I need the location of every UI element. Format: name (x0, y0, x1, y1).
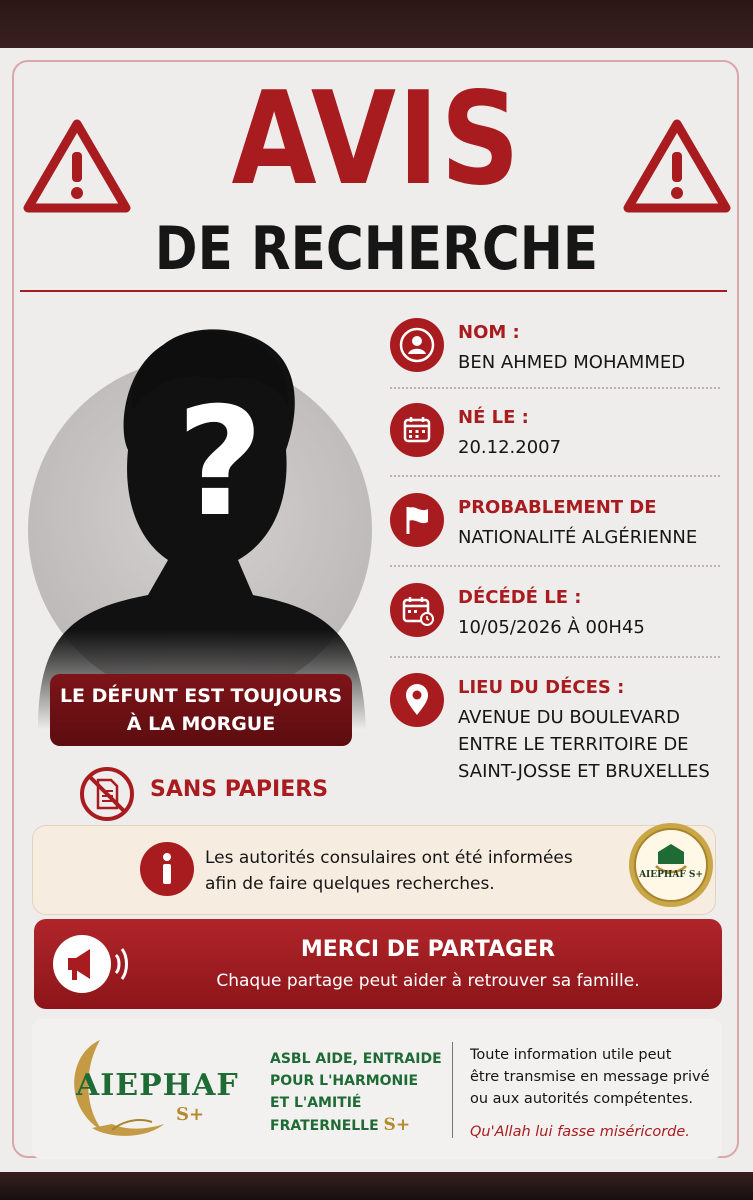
morgue-status-line2: À LA MORGUE (126, 713, 276, 735)
morgue-status-line1: LE DÉFUNT EST TOUJOURS (59, 685, 343, 707)
bottom-background-band (0, 1172, 753, 1200)
org-line: ASBL AIDE, ENTRAIDE (270, 1051, 442, 1067)
info-line: ou aux autorités compétentes. (470, 1091, 693, 1107)
detail-label: NOM : (458, 322, 520, 343)
question-mark-icon: ? (176, 376, 264, 550)
detail-row-nom (390, 318, 720, 378)
org-suffix: S+ (383, 1115, 411, 1135)
detail-divider (390, 475, 720, 477)
info-line: Toute information utile peut (470, 1047, 672, 1063)
share-title: MERCI DE PARTAGER (300, 937, 556, 962)
detail-label: PROBABLEMENT DE (458, 497, 657, 518)
detail-value: 10/05/2026 À 00H45 (458, 617, 645, 638)
title-divider (20, 290, 727, 292)
contact-info (470, 1044, 709, 1110)
info-icon (138, 840, 196, 898)
seal-badge-icon (626, 820, 716, 910)
person-icon (390, 318, 444, 372)
detail-label: NÉ LE : (458, 407, 529, 428)
detail-value-line: SAINT-JOSSE ET BRUXELLES (458, 761, 710, 782)
organisation-name (270, 1048, 442, 1137)
detail-row-naissance (390, 403, 720, 463)
share-subtitle: Chaque partage peut aider à retrouver sa famille. (216, 971, 640, 991)
detail-divider (390, 656, 720, 658)
detail-value: 20.12.2007 (458, 437, 562, 458)
title-de-recherche: DE RECHERCHE (154, 214, 599, 284)
share-banner (34, 919, 722, 1009)
detail-divider (390, 387, 720, 389)
prayer-text: Qu'Allah lui fasse miséricorde. (470, 1124, 690, 1140)
detail-value (458, 704, 710, 785)
detail-row-nationalite (390, 493, 720, 553)
notice-line: Les autorités consulaires ont été informées (205, 848, 573, 868)
notice-line: afin de faire quelques recherches. (205, 874, 495, 894)
logo-subtext: S+ (176, 1104, 205, 1125)
detail-divider (390, 565, 720, 567)
detail-row-deces (390, 583, 720, 643)
detail-label: LIEU DU DÉCES : (458, 677, 625, 698)
no-documents-icon (78, 765, 136, 823)
org-line (270, 1114, 442, 1137)
detail-value-line: ENTRE LE TERRITOIRE DE (458, 734, 689, 755)
location-pin-icon (390, 673, 444, 727)
detail-value: BEN AHMED MOHAMMED (458, 352, 686, 373)
org-line: ET L'AMITIÉ (270, 1095, 362, 1111)
org-line-text: FRATERNELLE (270, 1118, 379, 1134)
title-avis: AVIS (231, 65, 522, 214)
calendar-icon (390, 403, 444, 457)
org-line: POUR L'HARMONIE (270, 1073, 419, 1089)
top-background-band (0, 0, 753, 48)
calendar-clock-icon (390, 583, 444, 637)
logo-text: AIEPHAF (76, 1068, 239, 1103)
sans-papiers-label: SANS PAPIERS (150, 777, 329, 802)
aiephaf-seal (626, 820, 716, 910)
morgue-status-box (50, 674, 352, 746)
megaphone-icon (52, 933, 128, 995)
detail-label: DÉCÉDÉ LE : (458, 587, 582, 608)
info-line: être transmise en message privé (470, 1069, 710, 1085)
detail-value: NATIONALITÉ ALGÉRIENNE (458, 527, 698, 548)
seal-text: AIEPHAF S+ (639, 870, 703, 880)
detail-value-line: AVENUE DU BOULEVARD (458, 707, 680, 728)
flag-icon (390, 493, 444, 547)
consular-notice-text (205, 845, 573, 897)
wanted-notice-poster (0, 48, 753, 1172)
detail-row-lieu (390, 673, 720, 793)
footer-divider (452, 1042, 453, 1138)
